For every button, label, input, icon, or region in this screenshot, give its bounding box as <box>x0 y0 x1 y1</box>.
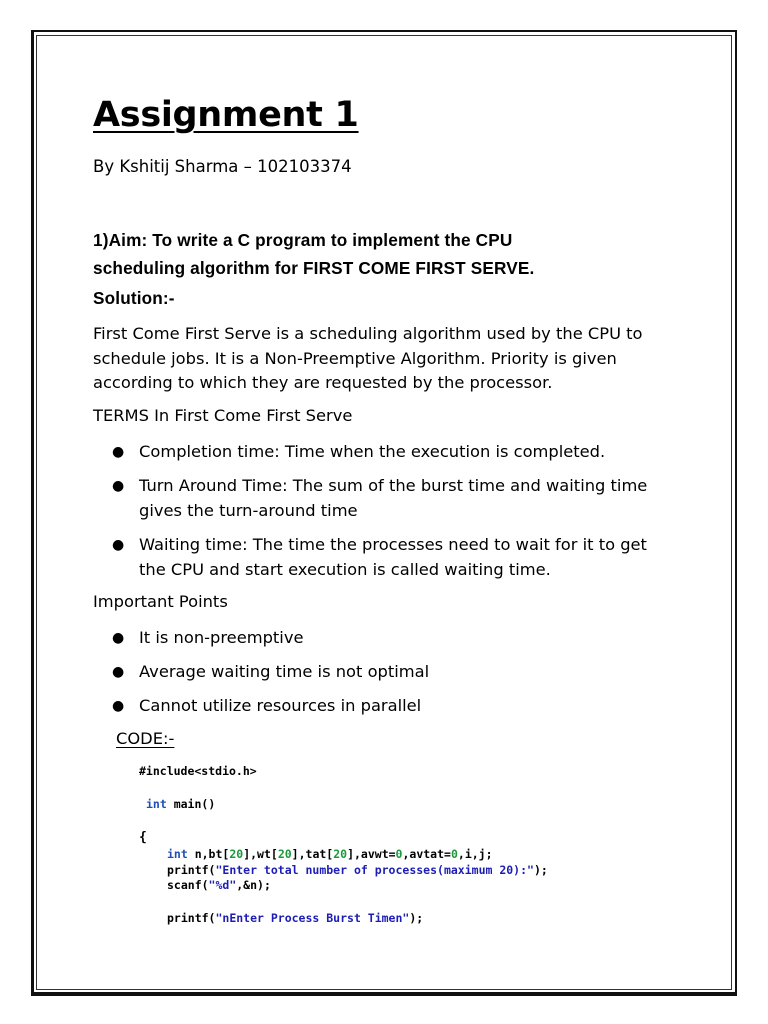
list-item <box>112 626 672 651</box>
list-item <box>112 694 672 719</box>
code-number: 0 <box>395 847 403 861</box>
code-number: 20 <box>333 847 348 861</box>
code-text: ,i,j; <box>457 847 493 861</box>
code-text: scanf( <box>167 878 209 892</box>
code-text: printf( <box>167 911 216 925</box>
code-number: 0 <box>450 847 458 861</box>
author-byline: By Kshitij Sharma – 102103374 <box>93 157 352 176</box>
code-open-brace: { <box>139 830 147 845</box>
bullet-icon: ● <box>112 537 125 553</box>
code-string: "Enter total number of processes(maximum 20):" <box>215 863 534 877</box>
code-include-line: #include<stdio.h> <box>139 764 257 778</box>
code-string: "nEnter Process Burst Timen" <box>215 911 410 925</box>
bullet-icon: ● <box>112 630 125 646</box>
code-text: printf( <box>167 863 216 877</box>
points-heading: Important Points <box>93 592 228 611</box>
code-text: ],avwt= <box>347 847 396 861</box>
code-printf-line-2 <box>167 911 423 925</box>
code-string: "%d" <box>208 878 237 892</box>
code-text: ); <box>533 863 548 877</box>
code-heading: CODE:- <box>116 729 175 748</box>
list-item-text: Cannot utilize resources in parallel <box>139 696 422 715</box>
list-item-text: Waiting time: The time the processes need to wait for it to get the CPU and start execution is called waiting time. <box>139 535 647 579</box>
code-scanf-line <box>167 878 271 892</box>
aim-line-1: 1)Aim: To write a C program to implement the CPU <box>93 230 513 250</box>
code-declaration-line <box>167 847 493 861</box>
intro-paragraph: First Come First Serve is a scheduling algorithm used by the CPU to schedule jobs. It is a Non-Preemptive Algorithm. Priority is given according to which they are requested by the processor. <box>93 324 643 392</box>
code-text: ); <box>409 911 424 925</box>
bullet-icon: ● <box>112 698 125 714</box>
list-item <box>112 474 672 523</box>
code-text: ],wt[ <box>243 847 278 861</box>
code-main-line <box>146 797 215 811</box>
bullet-icon: ● <box>112 478 125 494</box>
code-text: ,avtat= <box>402 847 451 861</box>
code-keyword: int <box>167 847 188 861</box>
aim-statement <box>93 226 653 282</box>
list-item-text: Completion time: Time when the execution is completed. <box>139 442 606 461</box>
code-text: ],tat[ <box>291 847 334 861</box>
terms-heading: TERMS In First Come First Serve <box>93 406 353 425</box>
list-item-text: Turn Around Time: The sum of the burst time and waiting time gives the turn-around time <box>139 476 648 520</box>
bullet-icon: ● <box>112 444 125 460</box>
list-item <box>112 533 672 582</box>
code-text: ,&n); <box>236 878 271 892</box>
solution-heading: Solution:- <box>93 288 175 308</box>
list-item <box>112 440 672 465</box>
code-text: main() <box>166 797 216 811</box>
aim-line-2: scheduling algorithm for FIRST COME FIRST SERVE. <box>93 258 535 278</box>
list-item <box>112 660 672 685</box>
code-text: n,bt[ <box>187 847 230 861</box>
bullet-icon: ● <box>112 664 125 680</box>
code-keyword: int <box>146 797 167 811</box>
code-number: 20 <box>277 847 292 861</box>
code-number: 20 <box>229 847 244 861</box>
list-item-text: Average waiting time is not optimal <box>139 662 430 681</box>
list-item-text: It is non-preemptive <box>139 628 304 647</box>
document-title: Assignment 1 <box>93 95 359 135</box>
code-printf-line-1 <box>167 863 548 877</box>
